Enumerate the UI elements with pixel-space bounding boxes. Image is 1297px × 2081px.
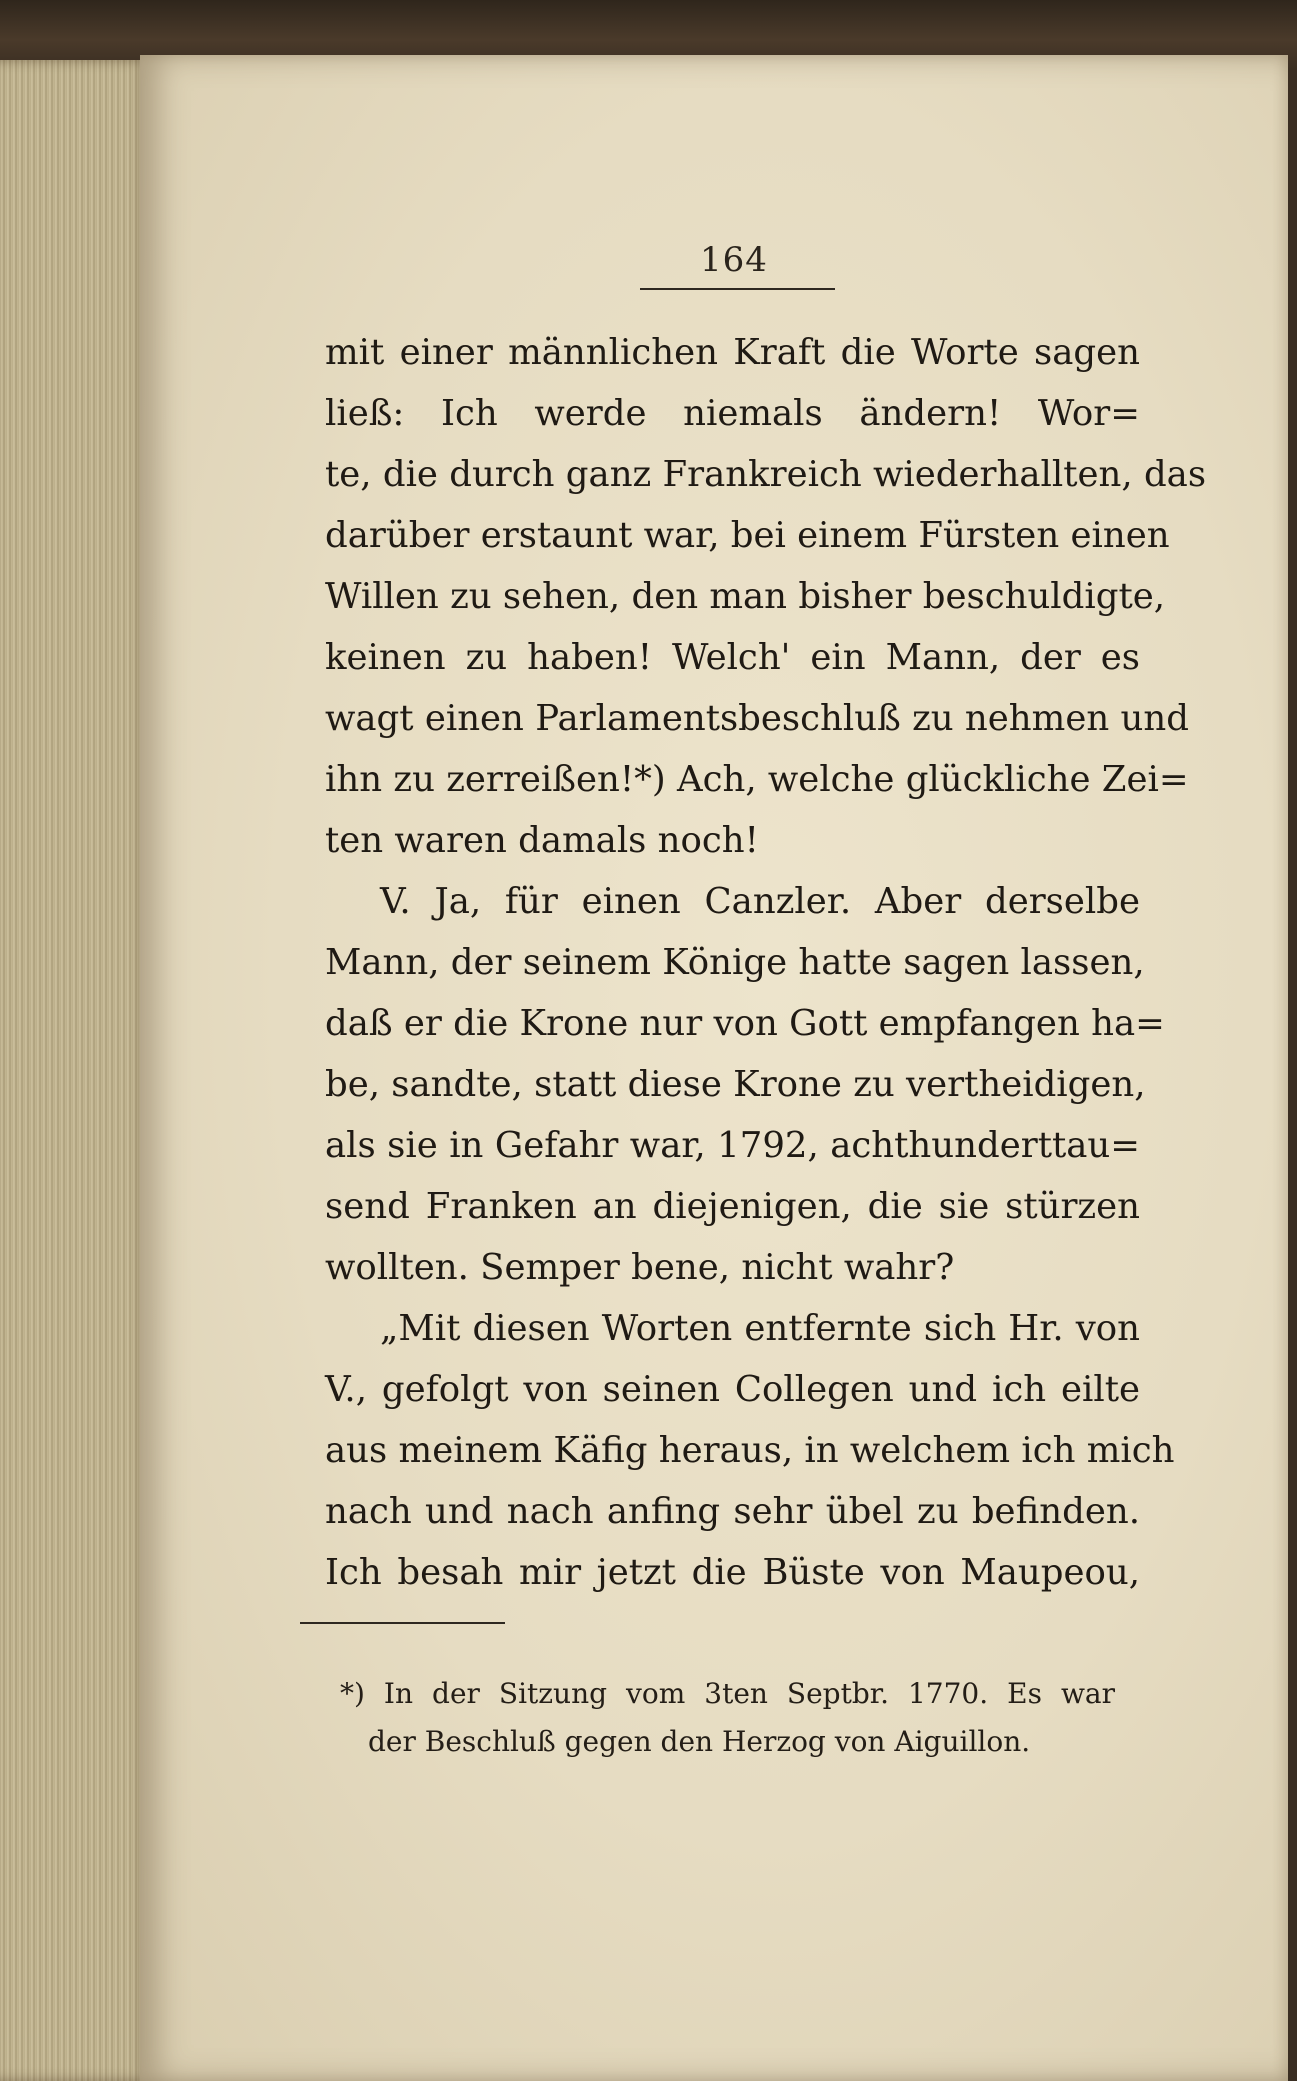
- text-line: als sie in Gefahr war, 1792, achthunderttau=: [325, 1125, 1140, 1166]
- text-line: te, die durch ganz Frankreich wiederhallten, das: [325, 454, 1207, 495]
- text-line: V., gefolgt von seinen Collegen und ich eilte: [325, 1369, 1140, 1410]
- book-page-edges: [0, 60, 150, 2081]
- text-line: ten waren damals noch!: [325, 820, 759, 861]
- text-line: daß er die Krone nur von Gott empfangen ha=: [325, 1003, 1165, 1044]
- text-line: Willen zu sehen, den man bisher beschuldigte,: [325, 576, 1166, 617]
- text-line: ließ: Ich werde niemals ändern! Wor=: [325, 393, 1140, 434]
- text-line: wollten. Semper bene, nicht wahr?: [325, 1247, 955, 1288]
- text-line: mit einer männlichen Kraft die Worte sagen: [325, 332, 1140, 373]
- text-line: „Mit diesen Worten entfernte sich Hr. von: [380, 1308, 1140, 1349]
- text-line: nach und nach anfing sehr übel zu befinden.: [325, 1491, 1140, 1532]
- text-line: V. Ja, für einen Canzler. Aber derselbe: [380, 881, 1140, 922]
- text-line: aus meinem Käfig heraus, in welchem ich mich: [325, 1430, 1175, 1471]
- header-rule: [640, 288, 835, 290]
- text-line: darüber erstaunt war, bei einem Fürsten einen: [325, 515, 1170, 556]
- body-text: [325, 322, 1207, 1603]
- footnote-line: *) In der Sitzung vom 3ten Septbr. 1770. Es war: [340, 1677, 1115, 1710]
- footnote-rule: [300, 1622, 505, 1624]
- page-number: 164: [700, 240, 768, 280]
- text-line: ihn zu zerreißen!*) Ach, welche glückliche Zei=: [325, 759, 1189, 800]
- footnote: [340, 1670, 1115, 1766]
- text-line: be, sandte, statt diese Krone zu vertheidigen,: [325, 1064, 1146, 1105]
- footnote-line: der Beschluß gegen den Herzog von Aiguillon.: [368, 1725, 1031, 1758]
- text-line: keinen zu haben! Welch' ein Mann, der es: [325, 637, 1140, 678]
- text-line: Ich besah mir jetzt die Büste von Maupeou,: [325, 1552, 1140, 1593]
- text-line: Mann, der seinem Könige hatte sagen lassen,: [325, 942, 1145, 983]
- text-line: wagt einen Parlamentsbeschluß zu nehmen und: [325, 698, 1189, 739]
- text-line: send Franken an diejenigen, die sie stürzen: [325, 1186, 1140, 1227]
